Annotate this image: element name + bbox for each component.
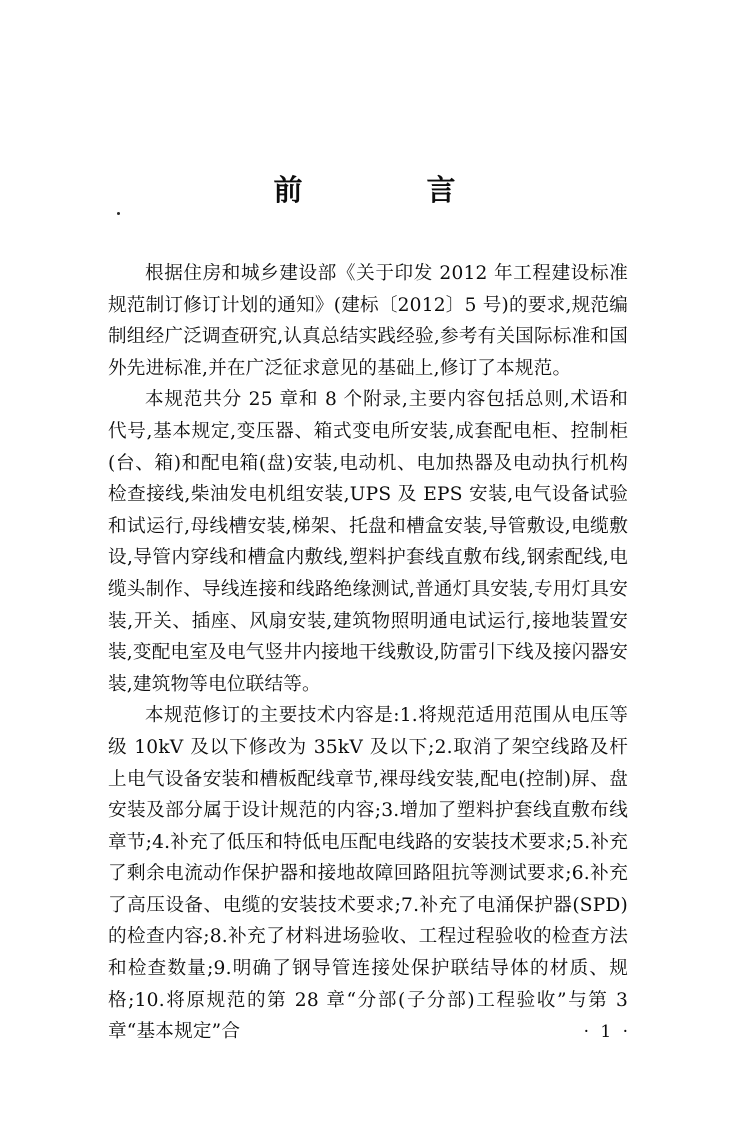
body-text: [108, 258, 628, 1048]
paragraph: 根据住房和城乡建设部《关于印发 2012 年工程建设标准规范制订修订计划的通知》(建标〔2012〕5 号)的要求,规范编制组经广泛调查研究,认真总结实践经验,参考有关国际标准和国外先进标准,并在广泛征求意见的基础上,修订了本规范。: [108, 263, 628, 379]
page-number: · 1 ·: [583, 1022, 631, 1042]
paragraph: 本规范共分 25 章和 8 个附录,主要内容包括总则,术语和代号,基本规定,变压器、箱式变电所安装,成套配电柜、控制柜(台、箱)和配电箱(盘)安装,电动机、电加热器及电动执行机构检查接线,柴油发电机组安装,UPS 及 EPS 安装,电气设备试验和试运行,母线槽安装,梯架、托盘和槽盒安装,导管敷设,电缆敷设,导管内穿线和槽盒内敷线,塑料护套线直敷布线,钢索配线,电缆头制作、导线连接和线路绝缘测试,普通灯具安装,专用灯具安装,开关、插座、风扇安装,建筑物照明通电试运行,接地装置安装,变配电室及电气竖井内接地干线敷设,防雷引下线及接闪器安装,建筑物等电位联结等。: [108, 389, 628, 695]
scan-artifact-dot: [117, 212, 120, 215]
page-title: 前 言: [273, 173, 478, 207]
paragraph: 本规范修订的主要技术内容是:1.将规范适用范围从电压等级 10kV 及以下修改为 35kV 及以下;2.取消了架空线路及杆上电气设备安装和槽板配线章节,裸母线安装,配电(控制)屏、盘安装及部分属于设计规范的内容;3.增加了塑料护套线直敷布线章节;4.补充了低压和特低电压配电线路的安装技术要求;5.补充了剩余电流动作保护器和接地故障回路阻抗等测试要求;6.补充了高压设备、电缆的安装技术要求;7.补充了电涌保护器(SPD)的检查内容;8.补充了材料进场验收、工程过程验收的检查方法和检查数量;9.明确了钢导管连接处保护联结导体的材质、规格;10.将原规范的第 28 章“分部(子分部)工程验收”与第 3 章“基本规定”合: [108, 705, 628, 1043]
